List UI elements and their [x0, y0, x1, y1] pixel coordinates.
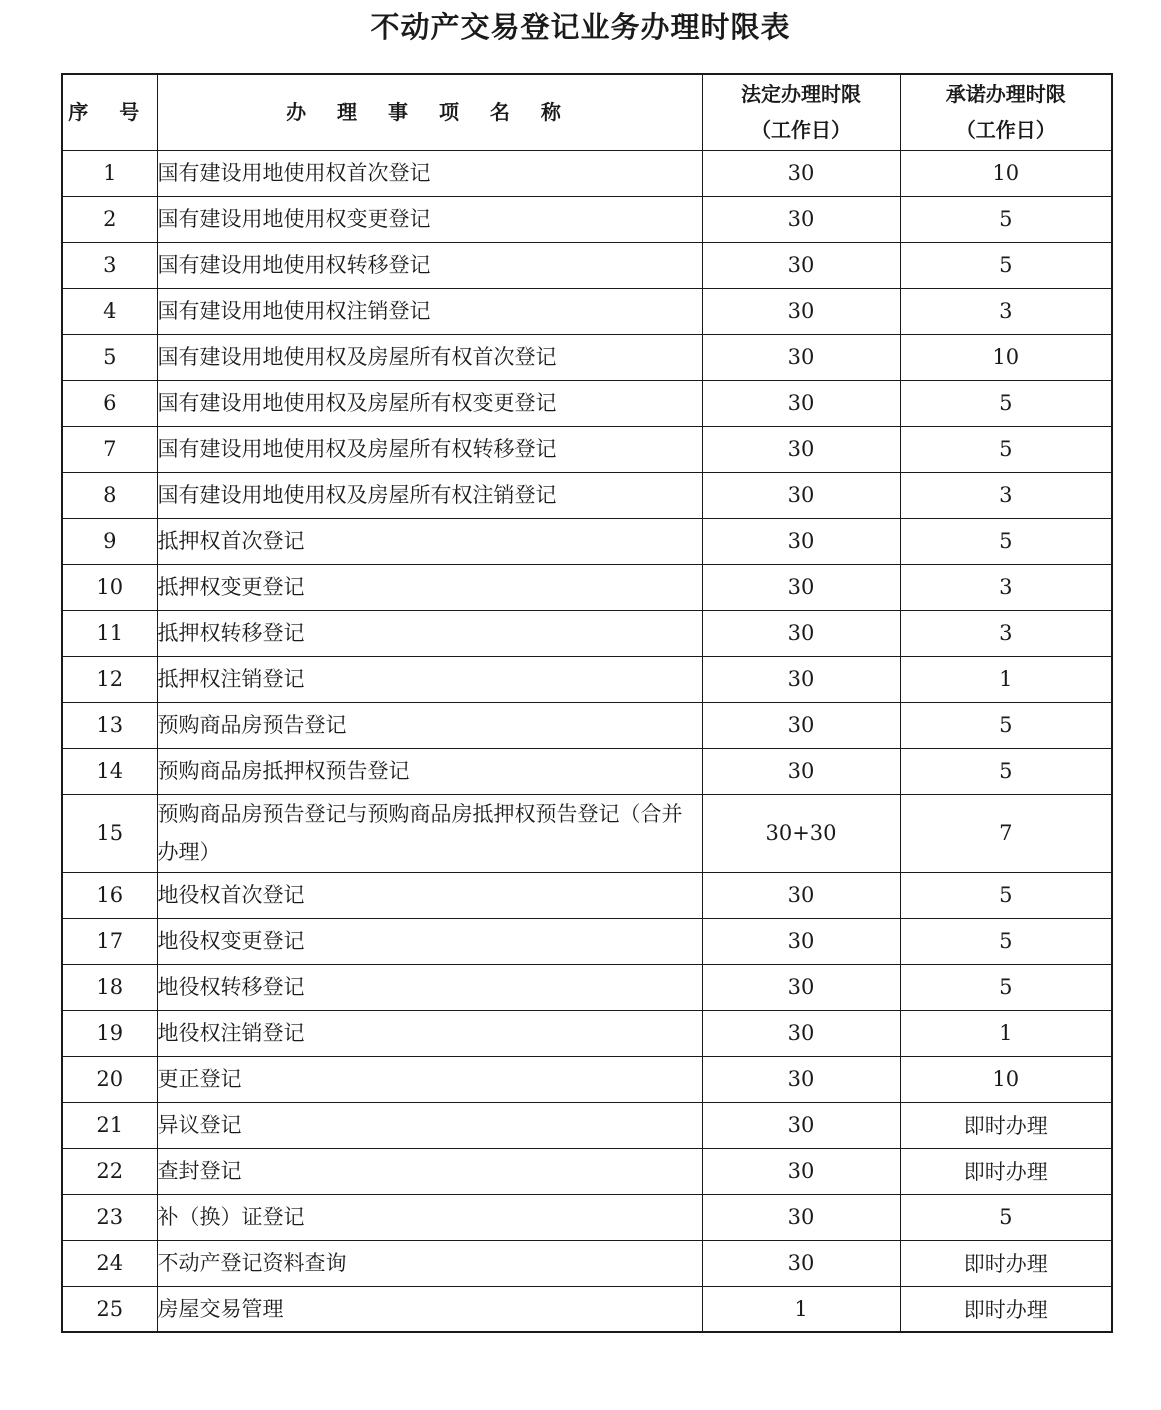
- cell-name: 抵押权注销登记: [157, 656, 702, 702]
- table-row: [62, 334, 1112, 380]
- cell-promise: 1: [900, 1010, 1112, 1056]
- cell-seq: 7: [62, 426, 157, 472]
- cell-promise: 即时办理: [900, 1102, 1112, 1148]
- time-limit-table: [61, 73, 1113, 1333]
- cell-seq: 11: [62, 610, 157, 656]
- cell-name: 不动产登记资料查询: [157, 1240, 702, 1286]
- cell-seq: 24: [62, 1240, 157, 1286]
- cell-legal: 30: [702, 748, 900, 794]
- cell-name: 国有建设用地使用权及房屋所有权首次登记: [157, 334, 702, 380]
- header-legal-limit-line1: 法定办理时限: [741, 82, 861, 107]
- table-row: [62, 1148, 1112, 1194]
- cell-seq: 20: [62, 1056, 157, 1102]
- table-row: [62, 872, 1112, 918]
- cell-name: 预购商品房预告登记: [157, 702, 702, 748]
- cell-seq: 6: [62, 380, 157, 426]
- cell-promise: 10: [900, 1056, 1112, 1102]
- cell-legal: 30: [702, 288, 900, 334]
- cell-name: 地役权注销登记: [157, 1010, 702, 1056]
- cell-promise: 即时办理: [900, 1148, 1112, 1194]
- cell-name: 补（换）证登记: [157, 1194, 702, 1240]
- header-seq: 序 号: [62, 74, 157, 150]
- cell-legal: 30: [702, 426, 900, 472]
- cell-promise: 即时办理: [900, 1286, 1112, 1332]
- cell-legal: 30+30: [702, 794, 900, 872]
- cell-legal: 30: [702, 1194, 900, 1240]
- table-row: [62, 1286, 1112, 1332]
- cell-promise: 10: [900, 150, 1112, 196]
- cell-seq: 18: [62, 964, 157, 1010]
- cell-name: 国有建设用地使用权及房屋所有权注销登记: [157, 472, 702, 518]
- cell-seq: 19: [62, 1010, 157, 1056]
- cell-promise: 7: [900, 794, 1112, 872]
- cell-legal: 30: [702, 196, 900, 242]
- cell-legal: 30: [702, 242, 900, 288]
- cell-name: 国有建设用地使用权变更登记: [157, 196, 702, 242]
- cell-name: 国有建设用地使用权及房屋所有权转移登记: [157, 426, 702, 472]
- cell-promise: 5: [900, 872, 1112, 918]
- table-row: [62, 472, 1112, 518]
- cell-seq: 5: [62, 334, 157, 380]
- cell-seq: 8: [62, 472, 157, 518]
- table-row: [62, 610, 1112, 656]
- cell-promise: 5: [900, 918, 1112, 964]
- cell-name: 国有建设用地使用权首次登记: [157, 150, 702, 196]
- cell-legal: 30: [702, 964, 900, 1010]
- table-header-row: [62, 74, 1112, 150]
- cell-name: 预购商品房抵押权预告登记: [157, 748, 702, 794]
- cell-legal: 30: [702, 334, 900, 380]
- cell-name: 更正登记: [157, 1056, 702, 1102]
- cell-promise: 5: [900, 1194, 1112, 1240]
- cell-name: 查封登记: [157, 1148, 702, 1194]
- header-promised-limit-line2: （工作日）: [955, 118, 1056, 143]
- table-body: [62, 150, 1112, 1332]
- cell-promise: 10: [900, 334, 1112, 380]
- cell-legal: 1: [702, 1286, 900, 1332]
- cell-seq: 25: [62, 1286, 157, 1332]
- cell-seq: 23: [62, 1194, 157, 1240]
- cell-legal: 30: [702, 1240, 900, 1286]
- header-legal-limit: [702, 74, 900, 150]
- cell-legal: 30: [702, 380, 900, 426]
- table-row: [62, 196, 1112, 242]
- cell-seq: 10: [62, 564, 157, 610]
- table-row: [62, 702, 1112, 748]
- cell-name: 抵押权首次登记: [157, 518, 702, 564]
- cell-legal: 30: [702, 872, 900, 918]
- table-row: [62, 518, 1112, 564]
- page-title: 不动产交易登记业务办理时限表: [370, 10, 791, 44]
- table-row: [62, 380, 1112, 426]
- cell-promise: 3: [900, 472, 1112, 518]
- cell-seq: 15: [62, 794, 157, 872]
- cell-seq: 13: [62, 702, 157, 748]
- cell-promise: 5: [900, 702, 1112, 748]
- cell-seq: 3: [62, 242, 157, 288]
- cell-name: 地役权变更登记: [157, 918, 702, 964]
- cell-promise: 3: [900, 288, 1112, 334]
- cell-promise: 5: [900, 380, 1112, 426]
- cell-name: 国有建设用地使用权转移登记: [157, 242, 702, 288]
- cell-name: 异议登记: [157, 1102, 702, 1148]
- cell-name: 房屋交易管理: [157, 1286, 702, 1332]
- cell-name: 抵押权变更登记: [157, 564, 702, 610]
- cell-name: 抵押权转移登记: [157, 610, 702, 656]
- table-row: [62, 918, 1112, 964]
- cell-promise: 3: [900, 564, 1112, 610]
- cell-legal: 30: [702, 1056, 900, 1102]
- cell-name: 国有建设用地使用权及房屋所有权变更登记: [157, 380, 702, 426]
- cell-legal: 30: [702, 150, 900, 196]
- cell-promise: 5: [900, 426, 1112, 472]
- cell-promise: 即时办理: [900, 1240, 1112, 1286]
- table-row: [62, 426, 1112, 472]
- table-row: [62, 150, 1112, 196]
- table-row: [62, 564, 1112, 610]
- table-row: [62, 964, 1112, 1010]
- cell-promise: 3: [900, 610, 1112, 656]
- table-row: [62, 1194, 1112, 1240]
- cell-legal: 30: [702, 1010, 900, 1056]
- cell-seq: 21: [62, 1102, 157, 1148]
- cell-seq: 12: [62, 656, 157, 702]
- cell-promise: 5: [900, 964, 1112, 1010]
- cell-legal: 30: [702, 918, 900, 964]
- cell-seq: 2: [62, 196, 157, 242]
- table-row: [62, 1010, 1112, 1056]
- cell-seq: 22: [62, 1148, 157, 1194]
- cell-promise: 1: [900, 656, 1112, 702]
- cell-seq: 17: [62, 918, 157, 964]
- header-promised-limit-line1: 承诺办理时限: [945, 82, 1066, 107]
- cell-seq: 14: [62, 748, 157, 794]
- table-row: [62, 1240, 1112, 1286]
- cell-name: 地役权首次登记: [157, 872, 702, 918]
- table-row: [62, 288, 1112, 334]
- cell-seq: 1: [62, 150, 157, 196]
- cell-seq: 4: [62, 288, 157, 334]
- header-item-name: 办 理 事 项 名 称: [157, 74, 702, 150]
- cell-legal: 30: [702, 656, 900, 702]
- table-row: [62, 1056, 1112, 1102]
- header-promised-limit: [900, 74, 1112, 150]
- cell-legal: 30: [702, 1102, 900, 1148]
- cell-legal: 30: [702, 702, 900, 748]
- cell-promise: 5: [900, 748, 1112, 794]
- cell-promise: 5: [900, 518, 1112, 564]
- cell-legal: 30: [702, 1148, 900, 1194]
- cell-seq: 16: [62, 872, 157, 918]
- table-row: [62, 242, 1112, 288]
- cell-legal: 30: [702, 518, 900, 564]
- cell-promise: 5: [900, 242, 1112, 288]
- table-row: [62, 656, 1112, 702]
- cell-legal: 30: [702, 564, 900, 610]
- table-row: [62, 748, 1112, 794]
- cell-promise: 5: [900, 196, 1112, 242]
- header-legal-limit-line2: （工作日）: [751, 118, 851, 143]
- cell-name: 地役权转移登记: [157, 964, 702, 1010]
- cell-legal: 30: [702, 472, 900, 518]
- table-row: [62, 1102, 1112, 1148]
- cell-name: 国有建设用地使用权注销登记: [157, 288, 702, 334]
- cell-name: 预购商品房预告登记与预购商品房抵押权预告登记（合并办理）: [157, 794, 702, 872]
- cell-seq: 9: [62, 518, 157, 564]
- table-row: [62, 794, 1112, 872]
- cell-legal: 30: [702, 610, 900, 656]
